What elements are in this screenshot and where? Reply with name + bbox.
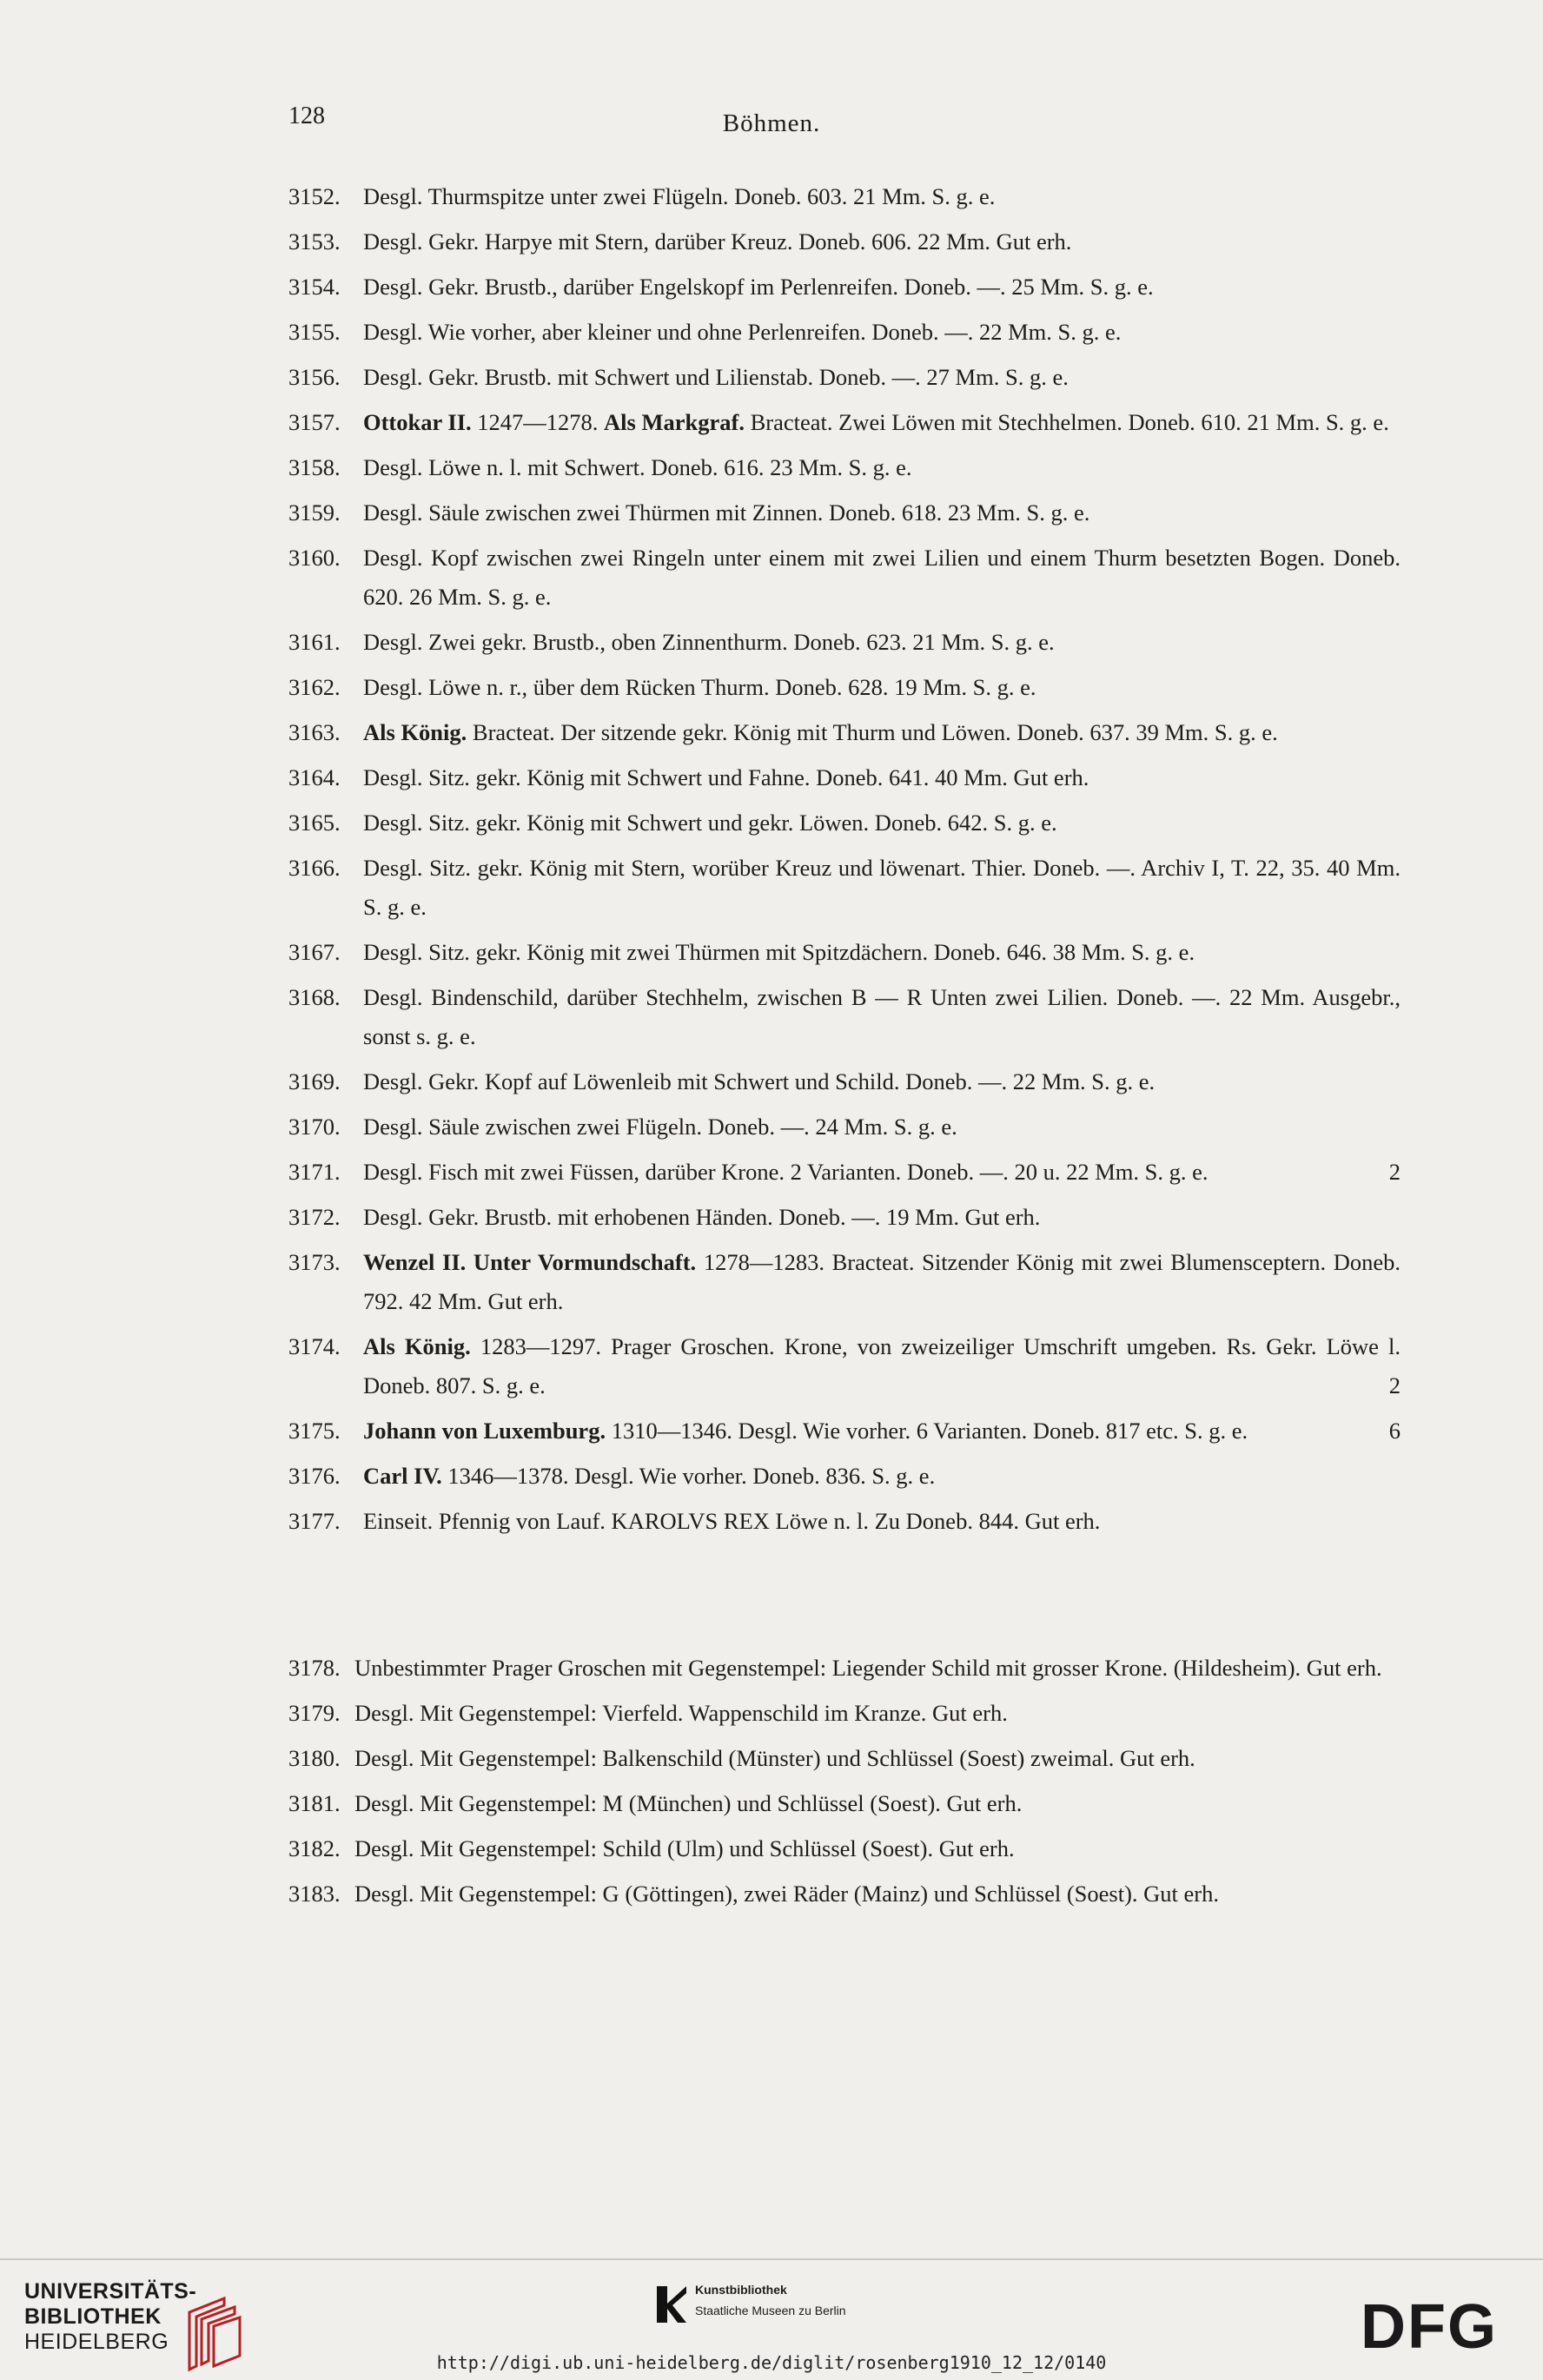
entry-text: Desgl. Sitz. gekr. König mit Schwert und Fahne. Doneb. 641. 40 Mm. Gut erh. — [363, 764, 1089, 790]
entry-text: Desgl. Gekr. Brustb. mit erhobenen Händen. Doneb. —. 19 Mm. Gut erh. — [363, 1204, 1041, 1230]
entry-number: 3171. — [288, 1159, 341, 1185]
page-number: 128 — [288, 102, 325, 129]
entry-description — [363, 1327, 1401, 1405]
entry-text: Desgl. Mit Gegenstempel: Schild (Ulm) und Schlüssel (Soest). Gut erh. — [354, 1835, 1015, 1861]
entry-text: Desgl. Sitz. gekr. König mit Schwert und gekr. Löwen. Doneb. 642. S. g. e. — [363, 810, 1057, 836]
entry-number: 3167. — [288, 939, 341, 965]
item-count: 2 — [1388, 1159, 1401, 1185]
entry-text: Desgl. Thurmspitze unter zwei Flügeln. Doneb. 603. 21 Mm. S. g. e. — [363, 183, 996, 209]
catalogue-entry — [288, 978, 1401, 1056]
entry-text: Desgl. Gekr. Brustb., darüber Engelskopf im Perlenreifen. Doneb. —. 25 Mm. S. g. e. — [363, 274, 1154, 300]
kunstbibliothek-subtitle: Staatliche Museen zu Berlin — [695, 2304, 846, 2317]
catalogue-entry — [288, 1502, 1401, 1541]
entry-text: 1278—1283. Bracteat. Sitzender König mit zwei Blumensceptern. Doneb. 792. 42 Mm. Gut erh. — [363, 1249, 1401, 1314]
entry-description — [363, 313, 1401, 352]
entry-number: 3152. — [288, 183, 341, 209]
entry-text: Desgl. Sitz. gekr. König mit zwei Thürmen mit Spitzdächern. Doneb. 646. 38 Mm. S. g. e. — [363, 939, 1195, 965]
permalink-url[interactable]: http://digi.ub.uni-heidelberg.de/diglit/rosenberg1910_12_12/0140 — [436, 2352, 1107, 2373]
entry-text: Desgl. Bindenschild, darüber Stechhelm, zwischen B — R Unten zwei Lilien. Doneb. —. 22 Mm. Ausgebr., sonst s. g. e. — [363, 984, 1401, 1049]
entry-description — [363, 1198, 1401, 1237]
entry-description — [354, 1649, 1401, 1688]
kunstbibliothek-emblem-icon — [657, 2286, 686, 2323]
entry-number: 3159. — [288, 499, 341, 526]
catalogue-entry — [288, 222, 1401, 261]
entry-description — [363, 177, 1401, 216]
entry-text: Desgl. Fisch mit zwei Füssen, darüber Krone. 2 Varianten. Doneb. —. 20 u. 22 Mm. S. g. e. — [363, 1159, 1209, 1185]
entry-text: Desgl. Gekr. Harpye mit Stern, darüber Kreuz. Doneb. 606. 22 Mm. Gut erh. — [363, 228, 1072, 255]
entry-description — [363, 403, 1401, 442]
entry-description — [363, 668, 1401, 707]
entry-text: Unbestimmter Prager Groschen mit Gegenstempel: Liegender Schild mit grosser Krone. (Hildesheim). Gut erh. — [354, 1655, 1382, 1681]
entry-number: 3162. — [288, 674, 341, 700]
uni-logo-line-1: UNIVERSITÄTS- — [24, 2279, 197, 2304]
entry-text-continued: Bracteat. Zwei Löwen mit Stechhelmen. Doneb. 610. 21 Mm. S. g. e. — [750, 409, 1389, 435]
catalogue-entry — [288, 1874, 1401, 1914]
catalogue-entry — [288, 849, 1401, 927]
ruler-name: Ottokar II. — [363, 409, 472, 435]
entry-number: 3155. — [288, 319, 341, 345]
entry-number: 3180. — [288, 1745, 341, 1771]
entry-number: 3178. — [288, 1655, 341, 1681]
catalogue-entry — [288, 1739, 1401, 1778]
entry-number: 3183. — [288, 1881, 341, 1907]
entry-text: 1283—1297. Prager Groschen. Krone, von zweizeiliger Umschrift umgeben. Rs. Gekr. Löwe l. Doneb. 807. S. g. e. — [363, 1333, 1401, 1398]
catalogue-entry — [288, 1062, 1401, 1101]
ruler-name: Carl IV. — [363, 1463, 442, 1489]
catalogue-entry — [288, 358, 1401, 397]
catalogue-entry — [288, 1649, 1401, 1688]
catalogue-entry — [288, 758, 1401, 797]
catalogue-entry — [288, 1107, 1401, 1147]
entry-text: 1346—1378. Desgl. Wie vorher. Doneb. 836. S. g. e. — [447, 1463, 936, 1489]
catalogue-entry — [288, 403, 1401, 442]
catalogue-entry — [288, 713, 1401, 752]
catalogue-entry — [288, 1784, 1401, 1823]
catalogue-entry — [288, 1457, 1401, 1496]
entry-description — [363, 222, 1401, 261]
entry-text: Desgl. Mit Gegenstempel: Vierfeld. Wappenschild im Kranze. Gut erh. — [354, 1700, 1008, 1726]
entry-description — [363, 623, 1401, 662]
catalogue-entry — [288, 1411, 1401, 1451]
entry-text: Desgl. Wie vorher, aber kleiner und ohne Perlenreifen. Doneb. —. 22 Mm. S. g. e. — [363, 319, 1122, 345]
entry-number: 3175. — [288, 1418, 341, 1444]
catalogue-entry — [288, 1198, 1401, 1237]
entry-description — [363, 849, 1401, 927]
entry-number: 3170. — [288, 1114, 341, 1140]
entry-number: 3160. — [288, 545, 341, 571]
entry-description — [363, 1457, 1401, 1496]
entry-number: 3172. — [288, 1204, 341, 1230]
entry-text: Desgl. Mit Gegenstempel: Balkenschild (Münster) und Schlüssel (Soest) zweimal. Gut erh. — [354, 1745, 1195, 1771]
entry-text: Desgl. Mit Gegenstempel: G (Göttingen), zwei Räder (Mainz) und Schlüssel (Soest). Gut erh. — [354, 1881, 1220, 1907]
entry-text: Desgl. Säule zwischen zwei Thürmen mit Zinnen. Doneb. 618. 23 Mm. S. g. e. — [363, 499, 1090, 526]
entry-text: Desgl. Löwe n. l. mit Schwert. Doneb. 616. 23 Mm. S. g. e. — [363, 454, 912, 480]
catalogue-entry — [288, 493, 1401, 532]
ruler-name: Wenzel II. Unter Vormundschaft. — [363, 1249, 697, 1275]
catalogue-entry — [288, 448, 1401, 487]
entry-description — [363, 1153, 1401, 1192]
entry-number: 3161. — [288, 629, 341, 655]
university-library-logo[interactable] — [24, 2279, 196, 2355]
entry-text: Desgl. Mit Gegenstempel: M (München) und Schlüssel (Soest). Gut erh. — [354, 1790, 1023, 1816]
ruler-name: Johann von Luxemburg. — [363, 1418, 606, 1444]
entry-description — [363, 1411, 1401, 1451]
catalogue-entry — [288, 1327, 1401, 1405]
entry-text: 1310—1346. Desgl. Wie vorher. 6 Varianten. Doneb. 817 etc. S. g. e. — [611, 1418, 1248, 1444]
entry-description — [354, 1784, 1401, 1823]
catalogue-section-countermarks — [288, 1649, 1401, 1914]
entry-number: 3177. — [288, 1508, 341, 1534]
entry-description — [363, 358, 1401, 397]
entry-description — [363, 978, 1401, 1056]
catalogue-entry — [288, 668, 1401, 707]
entry-description — [363, 1062, 1401, 1101]
running-head: Böhmen. — [722, 109, 821, 137]
catalogue-entry — [288, 313, 1401, 352]
entry-number: 3156. — [288, 364, 341, 390]
entry-description — [354, 1739, 1401, 1778]
entry-number: 3173. — [288, 1249, 341, 1275]
kunstbibliothek-name: Kunstbibliothek — [695, 2283, 787, 2297]
catalogue-entry — [288, 803, 1401, 843]
entry-number: 3153. — [288, 228, 341, 255]
item-count: 2 — [1388, 1372, 1401, 1398]
catalogue-entry — [288, 268, 1401, 307]
entry-text: 1247—1278. — [477, 409, 599, 435]
uni-logo-line-2: BIBLIOTHEK — [24, 2304, 162, 2329]
entry-description — [363, 758, 1401, 797]
entry-description — [363, 1502, 1401, 1541]
entry-description — [363, 448, 1401, 487]
ruler-title: Als Markgraf. — [604, 409, 745, 435]
ruler-name: Als König. — [363, 1333, 471, 1359]
entry-text: Desgl. Zwei gekr. Brustb., oben Zinnenthurm. Doneb. 623. 21 Mm. S. g. e. — [363, 629, 1055, 655]
item-count: 6 — [1388, 1418, 1401, 1444]
entry-number: 3166. — [288, 855, 341, 881]
entry-description — [354, 1829, 1401, 1868]
entry-number: 3176. — [288, 1463, 341, 1489]
entry-number: 3164. — [288, 764, 341, 790]
entry-description — [363, 493, 1401, 532]
entry-number: 3154. — [288, 274, 341, 300]
entry-number: 3179. — [288, 1700, 341, 1726]
catalogue-section-main — [288, 177, 1401, 1541]
catalogue-entry — [288, 623, 1401, 662]
uni-logo-line-3: HEIDELBERG — [24, 2330, 169, 2354]
catalogue-entry — [288, 177, 1401, 216]
footer-bar — [0, 2258, 1543, 2380]
catalogue-entry — [288, 1694, 1401, 1733]
entry-description — [363, 1107, 1401, 1147]
entry-description — [363, 803, 1401, 843]
entry-number: 3168. — [288, 984, 341, 1010]
entry-description — [363, 268, 1401, 307]
entry-description — [363, 933, 1401, 972]
entry-number: 3174. — [288, 1333, 341, 1359]
entry-description — [354, 1874, 1401, 1914]
entry-text: Desgl. Kopf zwischen zwei Ringeln unter einem mit zwei Lilien und einem Thurm besetzten Bogen. Doneb. 620. 26 Mm. S. g. e. — [363, 545, 1401, 610]
entry-number: 3157. — [288, 409, 341, 435]
entry-text: Desgl. Sitz. gekr. König mit Stern, worüber Kreuz und löwenart. Thier. Doneb. —. Archiv I, T. 22, 35. 40 Mm. S. g. e. — [363, 855, 1401, 920]
ruler-name: Als König. — [363, 719, 467, 745]
entry-text: Desgl. Gekr. Brustb. mit Schwert und Lilienstab. Doneb. —. 27 Mm. S. g. e. — [363, 364, 1069, 390]
catalogue-entry — [288, 539, 1401, 617]
entry-number: 3165. — [288, 810, 341, 836]
entry-description — [363, 1243, 1401, 1321]
entry-number: 3181. — [288, 1790, 341, 1816]
dfg-logo[interactable]: DFG — [1361, 2292, 1498, 2362]
catalogue-entry — [288, 1153, 1401, 1192]
entry-text: Einseit. Pfennig von Lauf. KAROLVS REX Löwe n. l. Zu Doneb. 844. Gut erh. — [363, 1508, 1101, 1534]
catalogue-entry — [288, 1243, 1401, 1321]
entry-text: Bracteat. Der sitzende gekr. König mit Thurm und Löwen. Doneb. 637. 39 Mm. S. g. e. — [472, 719, 1278, 745]
footer-divider — [0, 2258, 1543, 2260]
entry-text: Desgl. Säule zwischen zwei Flügeln. Doneb. —. 24 Mm. S. g. e. — [363, 1114, 957, 1140]
entry-description — [363, 713, 1401, 752]
entry-description — [363, 539, 1401, 617]
catalogue-entry — [288, 1829, 1401, 1868]
entry-text: Desgl. Löwe n. r., über dem Rücken Thurm. Doneb. 628. 19 Mm. S. g. e. — [363, 674, 1036, 700]
entry-number: 3169. — [288, 1068, 341, 1094]
entry-description — [354, 1694, 1401, 1733]
catalogue-entry — [288, 933, 1401, 972]
entry-text: Desgl. Gekr. Kopf auf Löwenleib mit Schwert und Schild. Doneb. —. 22 Mm. S. g. e. — [363, 1068, 1156, 1094]
entry-number: 3158. — [288, 454, 341, 480]
entry-number: 3163. — [288, 719, 341, 745]
entry-number: 3182. — [288, 1835, 341, 1861]
